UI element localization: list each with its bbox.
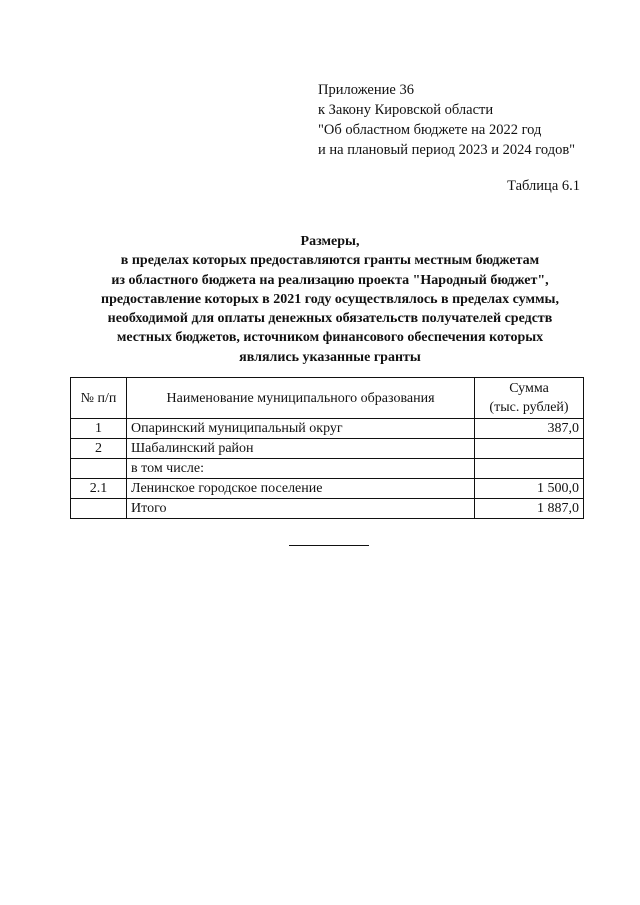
total-sum: 1 887,0 [475, 499, 584, 519]
title-line: местных бюджетов, источником финансового обеспечения которых [116, 330, 544, 346]
table-header-row [71, 378, 584, 419]
table-number-label: Таблица 6.1 [507, 178, 580, 194]
row-municipality: Опаринский муниципальный округ [127, 419, 475, 439]
header-sum-unit: (тыс. рублей) [489, 400, 569, 415]
end-divider [289, 545, 369, 546]
title-line: являлись указанные гранты [239, 349, 421, 365]
table-row [71, 419, 584, 439]
row-sum [475, 439, 584, 459]
title-line: из областного бюджета на реализацию проекта "Народный бюджет", [111, 272, 549, 288]
total-label: Итого [127, 499, 475, 519]
appendix-line: Приложение 36 [318, 82, 414, 98]
row-sum: 1 500,0 [475, 479, 584, 499]
appendix-line: и на плановый период 2023 и 2024 годов" [318, 142, 576, 158]
grants-table [70, 377, 584, 519]
title-line: в пределах которых предоставляются гранты местным бюджетам [120, 253, 540, 269]
header-sum [475, 378, 584, 419]
header-number: № п/п [71, 378, 127, 419]
title-line: Размеры, [300, 234, 360, 249]
row-number [71, 459, 127, 479]
header-sum-title: Сумма [509, 381, 549, 396]
row-municipality: Ленинское городское поселение [127, 479, 475, 499]
row-sum: 387,0 [475, 419, 584, 439]
table-row [71, 459, 584, 479]
row-number [71, 499, 127, 519]
title-line: необходимой для оплаты денежных обязательств получателей средств [107, 311, 553, 327]
table-row [71, 479, 584, 499]
row-sum [475, 459, 584, 479]
row-number: 2.1 [71, 479, 127, 499]
row-number: 1 [71, 419, 127, 439]
appendix-header [318, 80, 575, 160]
table-row [71, 439, 584, 459]
table-total-row [71, 499, 584, 519]
document-title [40, 232, 620, 367]
appendix-line: к Закону Кировской области [318, 102, 494, 118]
row-municipality: в том числе: [127, 459, 475, 479]
row-municipality: Шабалинский район [127, 439, 475, 459]
appendix-line: "Об областном бюджете на 2022 год [318, 122, 542, 138]
title-line: предоставление которых в 2021 году осуществлялось в пределах суммы, [101, 291, 559, 307]
header-municipality: Наименование муниципального образования [127, 378, 475, 419]
row-number: 2 [71, 439, 127, 459]
